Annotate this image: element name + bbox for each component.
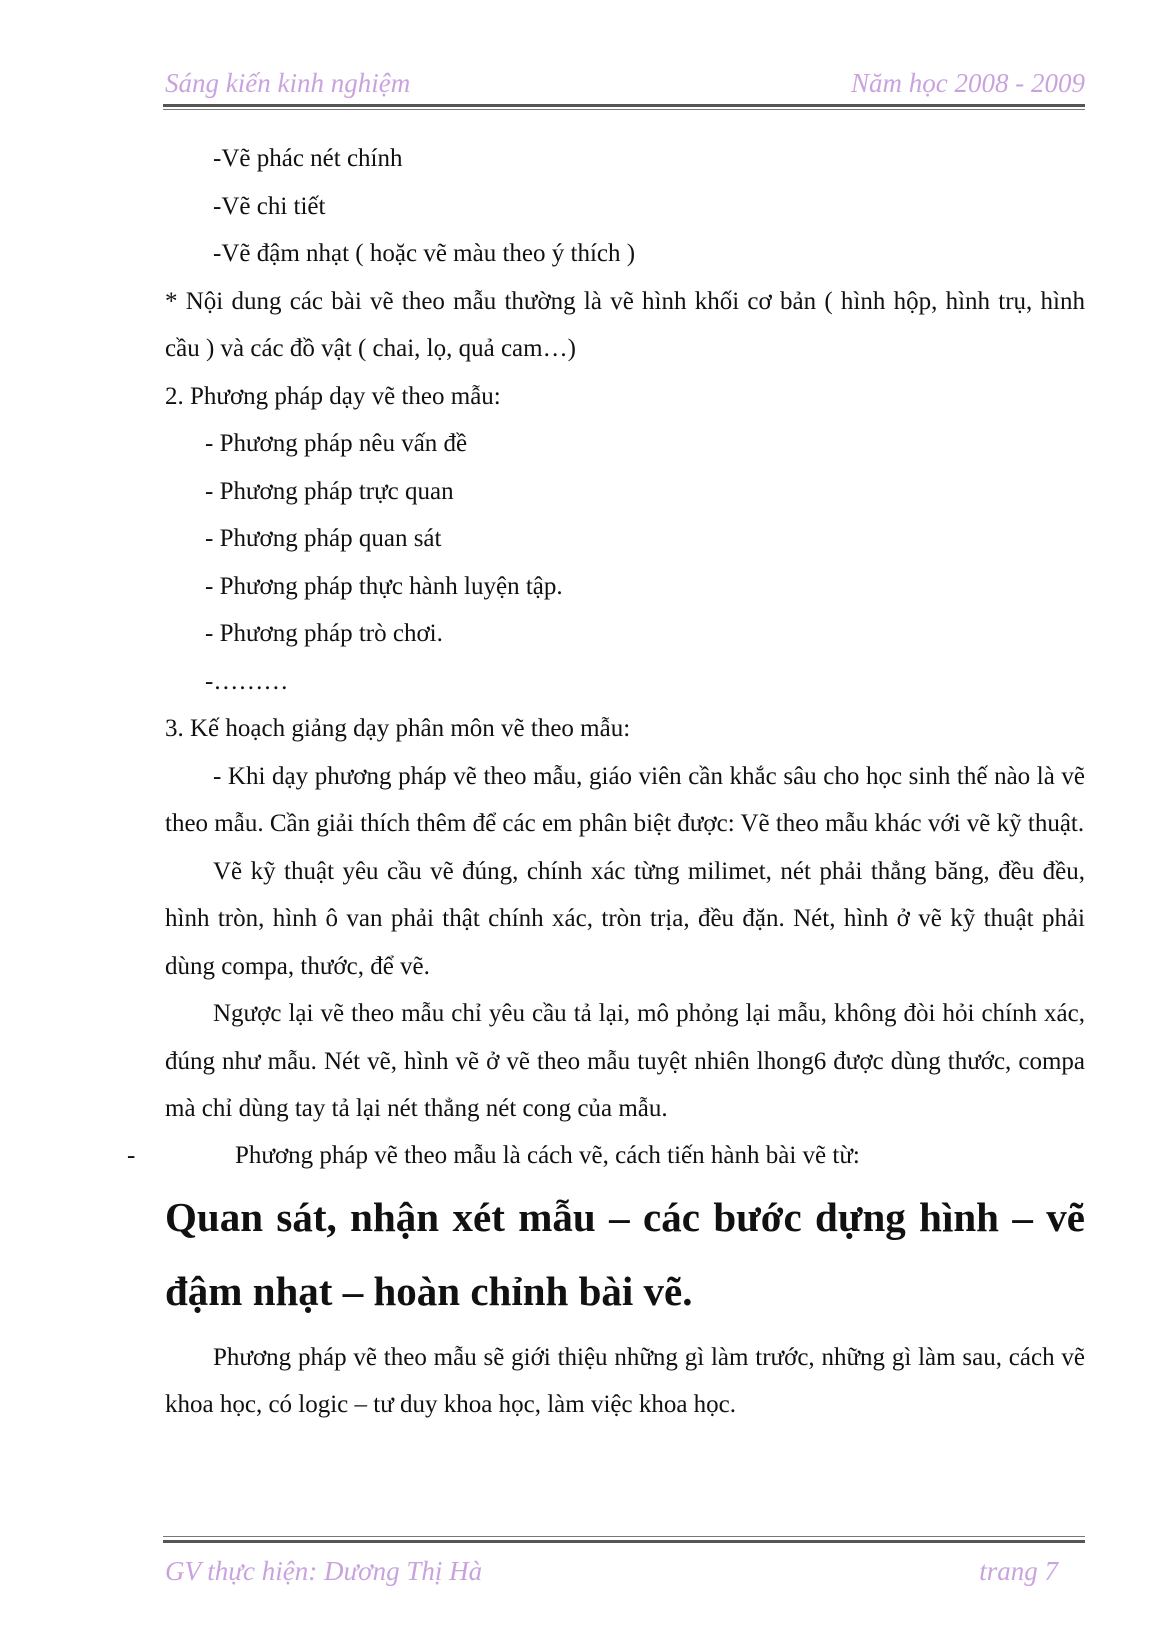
paragraph: - Khi dạy phương pháp vẽ theo mẫu, giáo viên cần khắc sâu cho học sinh thế nào là vẽ theo mẫu. Cần giải thích thêm để các em phân biệt được: Vẽ theo mẫu khác với vẽ kỹ thuật. [165, 762, 1085, 837]
page-footer [165, 1556, 1058, 1596]
header-title: Sáng kiến kinh nghiệm [165, 68, 411, 98]
method-item: - Phương pháp nêu vấn đề [205, 430, 468, 457]
section-3-title: 3. Kế hoạch giảng dạy phân môn vẽ theo mẫu: [165, 715, 631, 742]
method-item: - Phương pháp thực hành luyện tập. [205, 572, 563, 600]
step-item: -Vẽ chi tiết [213, 192, 326, 220]
method-item: - Phương pháp trò chơi. [205, 620, 443, 647]
paragraph: Vẽ kỹ thuật yêu cầu vẽ đúng, chính xác từng milimet, nét phải thẳng băng, đều đều, hình tròn, hình ô van phải thật chính xác, tròn trịa, đều đặn. Nét, hình ở vẽ kỹ thuật phải dùng compa, thước, để vẽ. [165, 857, 1085, 980]
method-item: - Phương pháp trực quan [205, 477, 454, 505]
highlight-statement: Quan sát, nhận xét mẫu – các bước dựng hình – vẽ đậm nhạt – hoàn chỉnh bài vẽ. [165, 1193, 1085, 1314]
footer-rule-thin [163, 1536, 1085, 1537]
paragraph: Ngược lại vẽ theo mẫu chỉ yêu cầu tả lại, mô phỏng lại mẫu, không đòi hỏi chính xác, đúng như mẫu. Nét vẽ, hình vẽ ở vẽ theo mẫu tuyệt nhiên lhong6 được dùng thước, compa mà chỉ dùng tay tả lại nét thẳng nét cong của mẫu. [165, 1000, 1085, 1122]
dash-list-item [127, 1133, 1085, 1178]
dash-marker: - [127, 1141, 136, 1169]
footer-rule [163, 1540, 1085, 1543]
header-school-year: Năm học 2008 - 2009 [851, 68, 1085, 98]
header-rule-thin [163, 109, 1085, 110]
step-item: -Vẽ phác nét chính [213, 145, 403, 172]
section-2-title: 2. Phương pháp dạy vẽ theo mẫu: [165, 382, 501, 410]
paragraph: Phương pháp vẽ theo mẫu sẽ giới thiệu những gì làm trước, những gì làm sau, cách vẽ khoa học, có logic – tư duy khoa học, làm việc khoa học. [165, 1343, 1085, 1418]
method-item: - Phương pháp quan sát [205, 525, 442, 552]
step-item: -Vẽ đậm nhạt ( hoặc vẽ màu theo ý thích ) [213, 240, 636, 267]
method-item: -……… [205, 667, 289, 695]
content-note: * Nội dung các bài vẽ theo mẫu thường là vẽ hình khối cơ bản ( hình hộp, hình trụ, hình cầu ) và các đồ vật ( chai, lọ, quả cam…) [165, 287, 1085, 362]
dash-item-text: Phương pháp vẽ theo mẫu là cách vẽ, cách tiến hành bài vẽ từ: [235, 1141, 860, 1169]
footer-author: GV thực hiện: Dương Thị Hà [165, 1556, 483, 1586]
page-number: trang 7 [979, 1556, 1058, 1586]
page-header [165, 68, 1085, 108]
header-rule [163, 104, 1085, 107]
document-body [127, 135, 1085, 1429]
